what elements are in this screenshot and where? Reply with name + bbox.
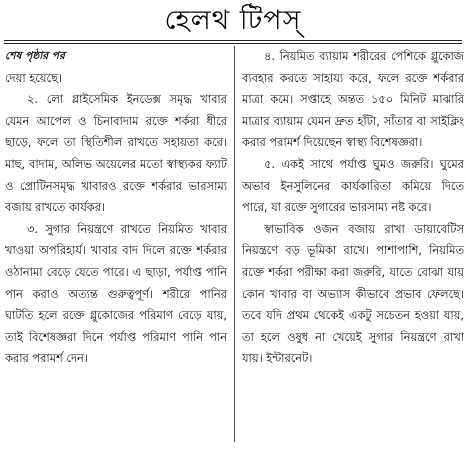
left-column [5, 46, 227, 370]
article-headline: হেলথ টিপস্ [164, 5, 302, 36]
headline-rule-thin [4, 43, 462, 44]
paragraph-conclusion: স্বাভাবিক ওজন বজায় রাখা ডায়াবেটিস নিয়ন্ত্রণে বড় ভূমিকা রাখে। পাশাপাশি, নিয়মিত রক্তে শর্করা পরীক্ষা করা জরুরি, যাতে বোঝা যায় কোন খাবার বা অভ্যাস কীভাবে প্রভাব ফেলছে। তবে যদি প্রথম থেকেই একটু সচেতন হওয়া যায়, তা হলে ওষুধ না খেয়েই সুগার নিয়ন্ত্রণে রাখা যায়। ইন্টারনেট। [242, 221, 464, 366]
headline-rule [4, 40, 462, 41]
paragraph-carryover: দেয়া হয়েছে। [5, 70, 63, 85]
paragraph-tip-5: ৫. একই সাথে পর্যাপ্ত ঘুমও জরুরি। ঘুমের অভাব ইনসুলিনের কার্যকারিতা কমিয়ে দিতে পারে, যা রক্তে সুগারের ভারসাম্য নষ্ট করে। [242, 156, 464, 215]
paragraph-tip-2: ২. লো গ্লাইসেমিক ইনডেক্স সমৃদ্ধ খাবার যেমন আপেল ও চিনাবাদাম রক্তে শর্করা ধীরে ছাড়ে, ফলে তা স্থিতিশীল রাখতে সহায়তা করে। মাছ, বাদাম, অলিভ অয়েলের মতো স্বাস্থ্যকর ফ্যাট ও প্রোটিনসমৃদ্ধ খাবারও রক্তে শর্করার ভারসাম্য বজায় রাখতে কার্যকর। [5, 92, 227, 215]
paragraph-tip-4: ৪. নিয়মিত ব্যায়াম শরীরের পেশিকে গ্লুকোজ ব্যবহার করতে সাহায্য করে, ফলে রক্তে শর্করার মাত্রা কমে। সপ্তাহে অন্তত ১৫০ মিনিট মাঝারি মাত্রার ব্যায়াম যেমন দ্রুত হাঁটা, সাঁতার বা সাইক্লিং করার পরামর্শ দিয়েছেন স্বাস্থ্য বিশেষজ্ঞরা। [242, 49, 464, 150]
right-column [242, 46, 464, 370]
continued-label: শেষ পৃষ্ঠার পর [5, 50, 65, 62]
column-divider [234, 46, 235, 442]
paragraph-tip-3: ৩. সুগার নিয়ন্ত্রণে রাখতে নিয়মিত খাবার খাওয়া অপরিহার্য। খাবার বাদ দিলে রক্তে শর্করার ওঠানামা বেড়ে যেতে পারে। এ ছাড়া, পর্যাপ্ত পানি পান করাও অত্যন্ত গুরুত্বপূর্ণ। শরীরে পানির ঘাটতি হলে রক্তে গ্লুকোজের পরিমাণ বেড়ে যায়, তাই বিশেষজ্ঞরা দিনে পর্যাপ্ত পরিমাণ পানি পান করার পরামর্শ দেন। [5, 221, 227, 366]
